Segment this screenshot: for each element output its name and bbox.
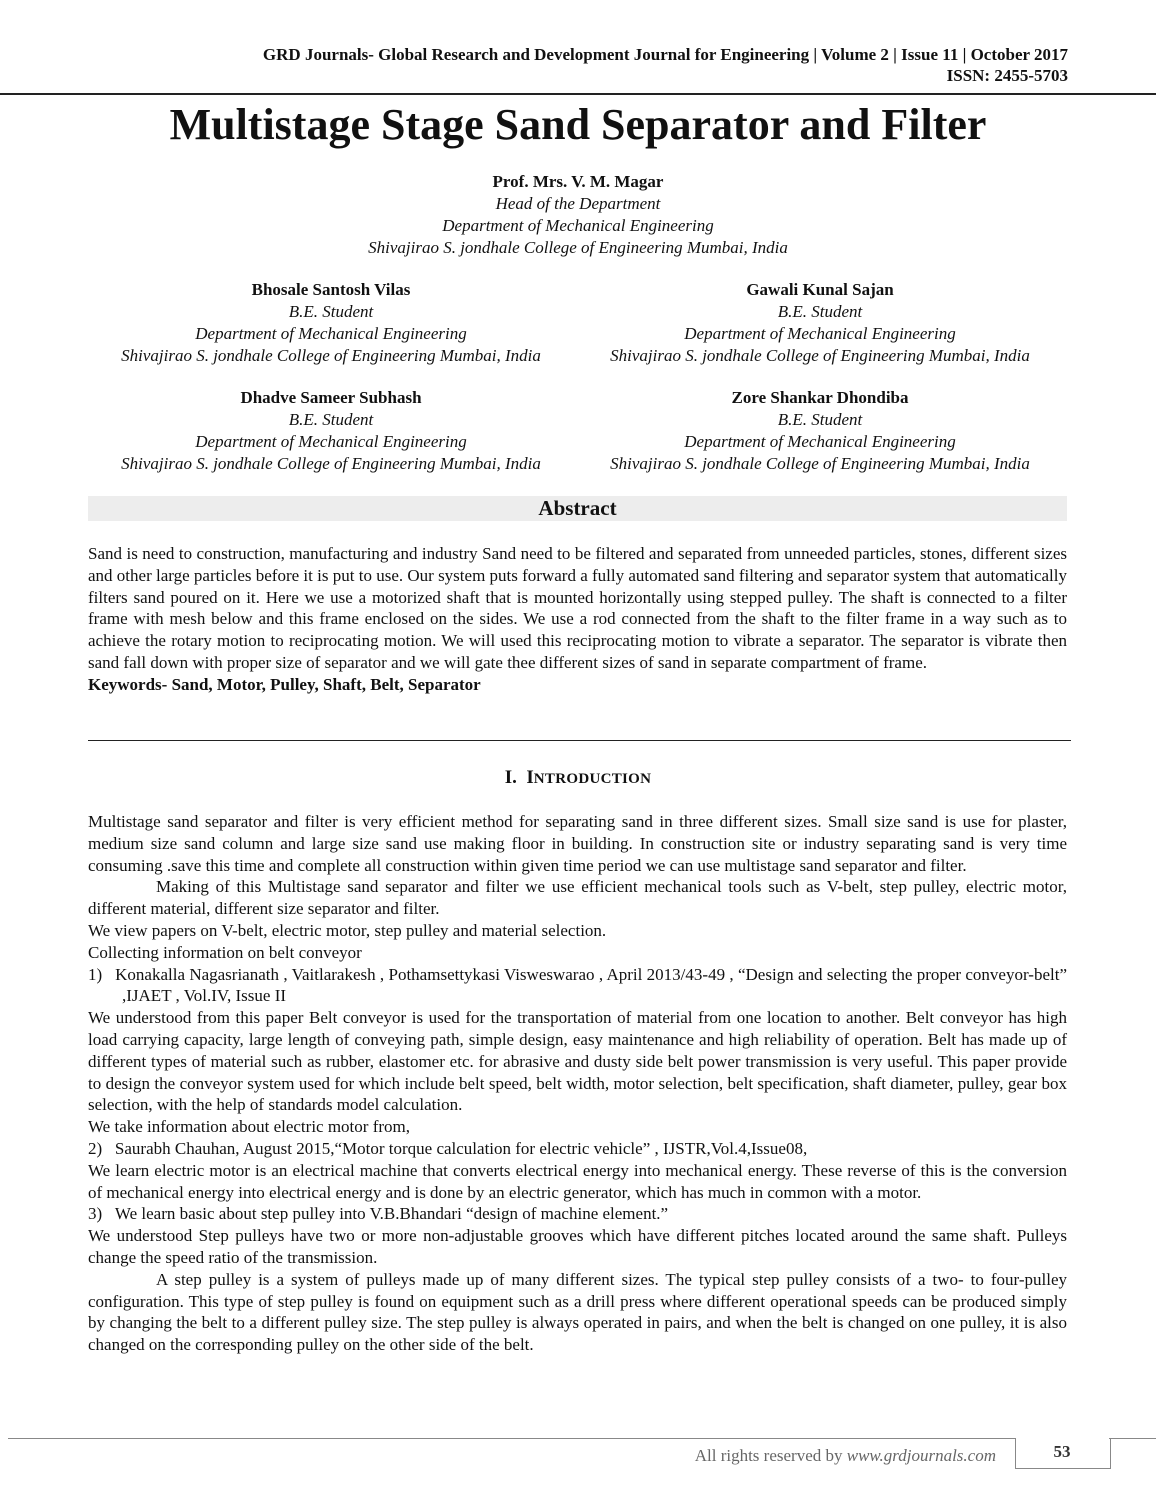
copyright-notice (600, 1446, 996, 1466)
paragraph: Making of this Multistage sand separator and filter we use efficient mechanical tools such as V-belt, step pulley, electric motor, different material, different size separator and filter. (88, 877, 1067, 919)
author-dept: Department of Mechanical Engineering (195, 324, 467, 343)
lead-author-block (0, 171, 1156, 259)
author-college: Shivajirao S. jondhale College of Engineering Mumbai, India (610, 346, 1030, 365)
author-college: Shivajirao S. jondhale College of Engineering Mumbai, India (121, 454, 541, 473)
paragraph: We understood from this paper Belt conveyor is used for the transportation of material from one location to another. Belt conveyor has high load carrying capacity, large length of conveying path, simple design, easy maintenance and high reliability of operation. Belt has made up of different types of material such as rubber, elastomer etc. for abrasive and dusty side belt power transmission is very useful. This paper provide to design the conveyor system used for which include belt speed, belt width, motor selection, belt specification, shaft diameter, pulley, gear box selection, with the help of standards model calculation. (88, 1008, 1067, 1115)
section-number: I. (504, 767, 517, 788)
author-dept: Department of Mechanical Engineering (684, 432, 956, 451)
introduction-body (88, 811, 1067, 1356)
copyright-prefix: All rights reserved by (694, 1446, 847, 1465)
lead-author-name: Prof. Mrs. V. M. Magar (492, 172, 664, 191)
section-title-initial: I (526, 767, 534, 788)
author-role: B.E. Student (288, 410, 374, 429)
paragraph: We understood Step pulleys have two or more non-adjustable grooves which have different pitches located around the same shaft. Pulleys change the speed ratio of the transmission. (88, 1226, 1067, 1267)
section-title-rest: NTRODUCTION (533, 771, 652, 787)
author-dept: Department of Mechanical Engineering (195, 432, 467, 451)
author-name: Zore Shankar Dhondiba (731, 388, 909, 407)
reference-item: 1) Konakalla Nagasrianath , Vaitlarakesh , Pothamsettykasi Visweswarao , April 2013/43-49 , “Design and selecting the proper conveyor-belt” ,IJAET , Vol.IV, Issue II (88, 964, 1067, 1006)
paragraph: We learn electric motor is an electrical machine that converts electrical energy into mechanical energy. These reverse of this is the conversion of mechanical energy into electrical energy and is done by an electric generator, which has much in common with a motor. (88, 1160, 1067, 1202)
paragraph: Collecting information on belt conveyor (88, 942, 362, 962)
keywords: Keywords- Sand, Motor, Pulley, Shaft, Belt, Separator (88, 674, 481, 694)
author-role: B.E. Student (777, 410, 863, 429)
abstract-text: Sand is need to construction, manufacturing and industry Sand need to be filtered and separated from unneeded particles, stones, different sizes and other large particles before it is put to use. Our system puts forward a fully automated sand filtering and separator system that automatically filters sand poured on it. Here we use a motorized shaft that is mounted horizontally using stepped pulley. The shaft is connected to a filter frame with mesh below and this frame enclosed on the sides. We use a rod connected from the shaft to the filter frame in a way such as to achieve the rotary motion to reciprocating motion. We will used this reciprocating motion to vibrate a separator. The separator is vibrate then sand fall down with proper size of separator and we will gate thee different sizes of sand in separate compartment of frame. (88, 544, 1067, 672)
abstract-body (88, 543, 1067, 696)
author-card (575, 387, 1065, 475)
lead-author-dept: Department of Mechanical Engineering (442, 216, 714, 235)
author-card (86, 387, 576, 475)
abstract-rule (88, 740, 1071, 741)
author-college: Shivajirao S. jondhale College of Engineering Mumbai, India (121, 346, 541, 365)
footer-rule-right (1109, 1438, 1156, 1439)
page-number: 53 (1053, 1442, 1071, 1461)
journal-header: GRD Journals- Global Research and Development Journal for Engineering | Volume 2 | Issue 11 | October 2017 (262, 45, 1068, 64)
author-dept: Department of Mechanical Engineering (684, 324, 956, 343)
footer-rule (8, 1438, 1016, 1439)
reference-item: 2) Saurabh Chauhan, August 2015,“Motor torque calculation for electric vehicle” , IJSTR,Vol.4,Issue08, (88, 1138, 808, 1158)
author-role: B.E. Student (288, 302, 374, 321)
lead-author-role: Head of the Department (495, 194, 661, 213)
author-card (86, 279, 576, 367)
header-rule (0, 93, 1156, 95)
paragraph: We view papers on V-belt, electric motor, step pulley and material selection. (88, 920, 607, 940)
footer-site-link[interactable]: www.grdjournals.com (846, 1446, 996, 1465)
reference-item: 3) We learn basic about step pulley into V.B.Bhandari “design of machine element.” (88, 1204, 669, 1224)
section-heading (0, 766, 1156, 791)
author-name: Gawali Kunal Sajan (746, 280, 894, 299)
paragraph: We take information about electric motor from, (88, 1117, 410, 1137)
author-card (575, 279, 1065, 367)
author-name: Bhosale Santosh Vilas (251, 280, 411, 299)
author-name: Dhadve Sameer Subhash (240, 388, 422, 407)
lead-author-college: Shivajirao S. jondhale College of Engineering Mumbai, India (368, 238, 788, 257)
issn-label: ISSN: 2455-5703 (946, 66, 1068, 85)
paragraph: Multistage sand separator and filter is very efficient method for separating sand in three different sizes. Small size sand is use for plaster, medium size sand column and large size sand use making floor in building. In construction site or industry separating sand is very time consuming .save this time and complete all construction within given time period we can use multistage sand separator and filter. (88, 812, 1067, 875)
author-college: Shivajirao S. jondhale College of Engineering Mumbai, India (610, 454, 1030, 473)
paper-title: Multistage Stage Sand Separator and Filter (169, 100, 987, 149)
abstract-heading: Abstract (88, 496, 1067, 521)
author-role: B.E. Student (777, 302, 863, 321)
paragraph: A step pulley is a system of pulleys made up of many different sizes. The typical step pulley consists of a two- to four-pulley configuration. This type of step pulley is found on equipment such as a drill press where different operational speeds can be produced simply by changing the belt to a different pulley size. The step pulley is always operated in pairs, and when the belt is changed on one pulley, it is also changed on the corresponding pulley on the other side of the belt. (88, 1269, 1067, 1355)
